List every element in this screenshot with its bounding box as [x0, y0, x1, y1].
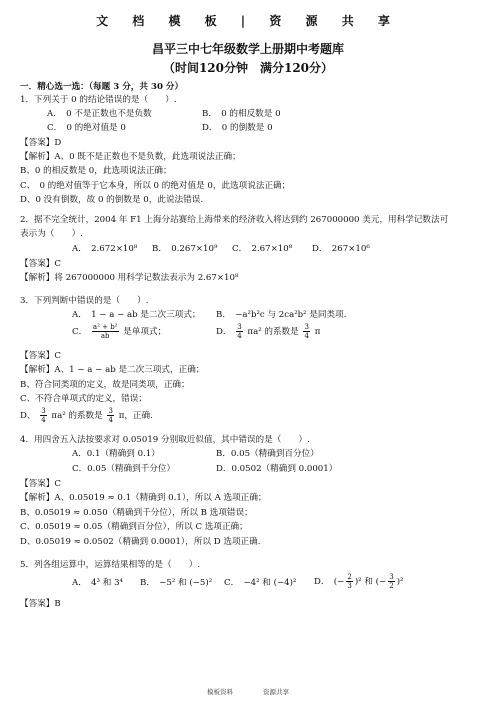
question-3-answer: 【答案】C — [20, 351, 61, 361]
question-3-explanation-line: C、不符合单项式的定义，错误； — [20, 394, 147, 404]
question-5-option-a: A． 4³ 和 3⁴ — [72, 578, 123, 588]
question-5-option-d — [314, 573, 404, 590]
question-1-stem: 1．下列关于 0 的结论错误的是（ ）. — [20, 95, 177, 105]
question-4-option-d: D．0.0502（精确到 0.0001） — [216, 464, 338, 474]
question-4-stem: 4．用四舍五入法按要求对 0.05019 分别取近似值，其中错误的是（ ）. — [20, 435, 310, 445]
header-banner: 文 档 模 板 | 资 源 共 享 — [96, 14, 400, 28]
fraction-denominator: 3 — [347, 582, 352, 590]
question-2-stem: 2．据不完全统计，2004 年 F1 上海分站赛给上海带来的经济收入将达到约 267000000 美元，用科学记数法可 — [20, 215, 449, 225]
fraction — [346, 573, 352, 590]
question-1-explanation-line: C、 0 的绝对值等于它本身，所以 0 的绝对值是 0，此选项说法正确； — [20, 181, 291, 191]
option-label: C． — [72, 327, 88, 337]
question-3-explanation-line — [20, 407, 153, 424]
question-5-option-c: C． −4² 和 (−4)² — [224, 578, 297, 588]
question-1-answer: 【答案】D — [20, 138, 62, 148]
option-text: π — [314, 327, 321, 337]
fraction-denominator: 4 — [237, 332, 242, 340]
question-1-option-a: A． 0 不是正数也不是负数 — [47, 109, 152, 119]
question-4-explanation-line: B、0.05019 ≈ 0.050（精确到千分位），所以 B 选项错误； — [20, 508, 253, 518]
question-3-option-a: A． 1 − a − ab 是二次三项式； — [72, 310, 201, 320]
fraction — [107, 407, 113, 424]
option-text: )² 和 (− — [354, 577, 387, 587]
section-heading: 一．精心选一选：（每题 3 分，共 30 分） — [20, 82, 184, 92]
fraction — [388, 573, 394, 590]
question-5-answer: 【答案】B — [20, 599, 61, 609]
question-3-explanation-line: B、符合同类项的定义，故是同类项，正确； — [20, 380, 190, 390]
fraction — [236, 323, 242, 340]
fraction-numerator: a² + b² — [92, 323, 118, 331]
page-title: 昌平三中七年级数学上册期中考题库 — [151, 42, 344, 56]
question-3-stem: 3．下列判断中错误的是（ ）. — [20, 296, 149, 306]
fraction-numerator: 3 — [237, 323, 242, 331]
fraction-denominator: 4 — [108, 416, 113, 424]
option-label: D． (− — [314, 577, 345, 587]
option-text: πa² 的系数是 — [247, 327, 299, 337]
fraction-numerator: 3 — [304, 323, 309, 331]
fraction-denominator: ab — [100, 332, 110, 340]
option-text: )² — [396, 577, 404, 587]
question-2-option-d: D． 267×10⁶ — [312, 244, 370, 254]
question-3-explanation-line: 【解析】A、1 − a − ab 是二次三项式，正确； — [20, 365, 205, 375]
fraction-denominator: 4 — [41, 416, 46, 424]
footer-right-text: 资源共享 — [263, 688, 290, 696]
fraction-numerator: 2 — [347, 573, 352, 581]
question-4-explanation-line: C、0.05019 ≈ 0.05（精确到百分位），所以 C 选项正确； — [20, 522, 248, 532]
question-3-option-d — [216, 323, 320, 340]
page-footer — [0, 687, 496, 696]
fraction-numerator: 3 — [41, 407, 46, 415]
fraction — [303, 323, 309, 340]
question-4-option-b: B．0.05（精确到百分位） — [216, 449, 319, 459]
explanation-text: π，正确. — [118, 411, 153, 421]
question-1-explanation-line: B、0 的相反数是 0，此选项说法正确； — [20, 166, 172, 176]
question-4-explanation-line: 【解析】A、0.05019 ≈ 0.1（精确到 0.1），所以 A 选项正确； — [20, 493, 267, 503]
fraction — [92, 323, 119, 340]
question-5-option-b: B． −5² 和 (−5)² — [140, 578, 213, 588]
question-3-option-c — [72, 323, 166, 340]
explanation-text: πa² 的系数是 — [51, 411, 103, 421]
question-5-stem: 5．列各组运算中，运算结果相等的是（ ）. — [20, 560, 201, 570]
fraction-denominator: 4 — [304, 332, 309, 340]
question-1-option-c: C． 0 的绝对值是 0 — [47, 123, 126, 133]
question-1-explanation-line: 【解析】A、0 既不是正数也不是负数，此选项说法正确； — [20, 152, 241, 162]
question-4-answer: 【答案】C — [20, 479, 61, 489]
question-2-option-b: B． 0.267×10⁹ — [152, 244, 218, 254]
question-2-stem-cont: 表示为（ ）. — [20, 229, 83, 239]
question-4-option-c: C．0.05（精确到千分位） — [72, 464, 176, 474]
page-subtitle: （时间120分钟 满分120分） — [162, 61, 334, 75]
fraction-numerator: 3 — [389, 573, 394, 581]
option-text: 是单项式； — [123, 327, 167, 337]
question-1-option-b: B． 0 的相反数是 0 — [202, 109, 281, 119]
option-label: D、 — [20, 411, 36, 421]
option-label: D． — [216, 327, 232, 337]
question-2-option-a: A． 2.672×10⁸ — [72, 244, 138, 254]
question-2-explanation-line: 【解析】将 267000000 用科学记数法表示为 2.67×10⁸ — [20, 273, 239, 283]
footer-left-text: 模板资料 — [206, 688, 233, 696]
question-4-option-a: A．0.1（精确到 0.1） — [72, 449, 160, 459]
question-4-explanation-line: D、0.05019 ≈ 0.0502（精确到 0.0001），所以 D 选项正确. — [20, 537, 261, 547]
fraction-numerator: 3 — [108, 407, 113, 415]
question-2-answer: 【答案】C — [20, 259, 61, 269]
question-2-option-c: C． 2.67×10⁸ — [232, 244, 293, 254]
fraction-denominator: 2 — [389, 582, 394, 590]
question-1-explanation-line: D、0 没有倒数，故 0 的倒数是 0，此说法错误. — [20, 195, 204, 205]
question-1-option-d: D． 0 的倒数是 0 — [202, 123, 273, 133]
question-3-option-b: B． −a²b²c 与 2ca²b² 是同类项. — [216, 310, 347, 320]
fraction — [40, 407, 46, 424]
